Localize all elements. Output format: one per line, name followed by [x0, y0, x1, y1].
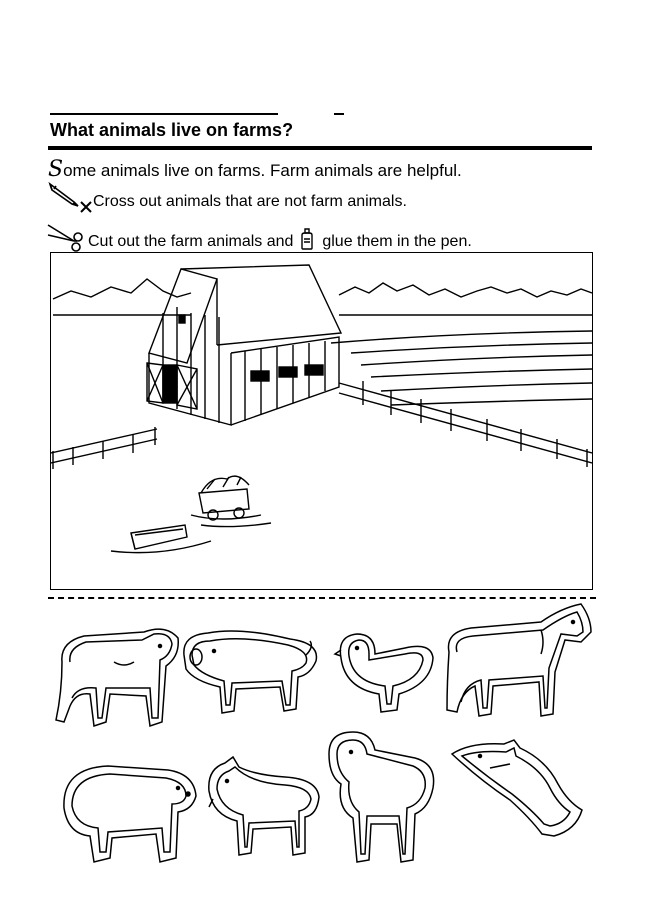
left-fence	[51, 427, 157, 469]
mountains	[53, 279, 592, 299]
farm-pen-scene	[50, 252, 593, 590]
hay-cart	[191, 476, 271, 527]
goat-cutout[interactable]	[205, 755, 323, 861]
intro-sentence	[48, 157, 462, 182]
chicken-cutout[interactable]	[335, 628, 435, 714]
instruction-glue: glue them in the pen.	[322, 233, 472, 250]
lamb-cutout[interactable]	[325, 728, 437, 868]
pencil-icon	[48, 180, 92, 219]
intro-first-letter: S	[48, 157, 64, 182]
instruction-cut: Cut out the farm animals and	[88, 233, 294, 250]
water-trough	[111, 525, 211, 553]
instruction-cut-glue	[88, 228, 472, 255]
title-underline	[48, 146, 592, 150]
pig-cutout[interactable]	[180, 625, 322, 717]
glue-bottle-icon	[300, 228, 314, 255]
horse-cutout[interactable]	[441, 602, 593, 722]
top-rule-short	[334, 113, 344, 115]
barn	[147, 265, 341, 425]
top-rule	[50, 113, 278, 115]
page-title: What animals live on farms?	[50, 120, 294, 140]
field	[331, 331, 592, 405]
right-fence	[339, 381, 592, 467]
instruction-cross-out: Cross out animals that are not farm animals.	[93, 193, 407, 210]
shark-cutout[interactable]	[450, 740, 586, 840]
cow-cutout[interactable]	[54, 622, 182, 728]
cut-line	[48, 597, 596, 599]
intro-rest: ome animals live on farms. Farm animals are helpful.	[63, 161, 462, 180]
polar-bear-cutout[interactable]	[58, 758, 198, 868]
